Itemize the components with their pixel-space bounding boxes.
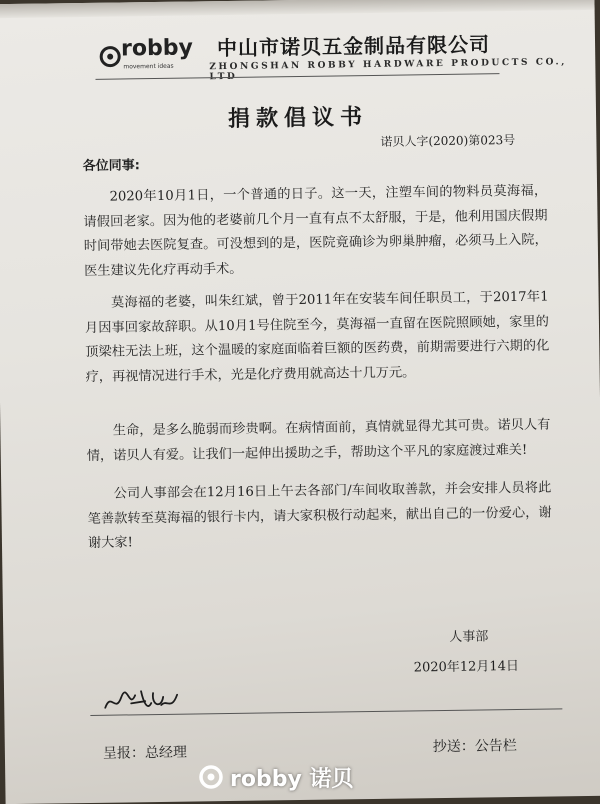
watermark bbox=[198, 760, 353, 794]
issue-date: 2020年12月14日 bbox=[413, 658, 520, 676]
document-number: 诺贝人字(2020)第023号 bbox=[380, 132, 516, 149]
logo-tagline: movement ideas bbox=[123, 62, 174, 71]
watermark-text: robby 诺贝 bbox=[230, 766, 354, 792]
body-paragraph: 生命，是多么脆弱而珍贵啊。在病情面前，真情就显得尤其可贵。诺贝人有情，诺贝人有爱。让我们一起伸出援助之手，帮助这个平凡的家庭渡过难关! bbox=[86, 417, 551, 464]
body-paragraph: 2020年10月1日，一个普通的日子。这一天，注塑车间的物料员莫海福，请假回老家。因为他的老婆前几个月一直有点不太舒服，于是，他利用国庆假期时间带她去医院复查。可没想到的是，医院竟确诊为卵巢肿瘤，必须马上入院，医生建议先化疗再动手术。 bbox=[83, 183, 548, 279]
cc-to: 抄送：公告栏 bbox=[432, 738, 517, 756]
paper-top-shadow bbox=[0, 0, 595, 18]
document-title: 捐款倡议书 bbox=[227, 105, 369, 132]
body-paragraph: 莫海福的老婆，叫朱红斌，曾于2011年在安装车间任职员工，于2017年1月因事回家故辞职。从10月1号住院至今，莫海福一直留在医院照顾她，家里的顶梁柱无法上班，这个温暖的家庭面临着巨额的医药费，前期需要进行六期的化疗，再视情况进行手术，光是化疗费用就高达十几万元。 bbox=[84, 289, 550, 385]
logo-text: robby bbox=[120, 35, 194, 62]
company-name-en: ZHONGSHAN ROBBY HARDWARE PRODUCTS CO., LTD bbox=[209, 57, 568, 83]
company-name-cn: 中山市诺贝五金制品有限公司 bbox=[216, 32, 491, 61]
issuing-department: 人事部 bbox=[449, 629, 489, 645]
robby-watermark-icon bbox=[198, 764, 224, 790]
greeting: 各位同事: bbox=[82, 158, 141, 175]
handwritten-signature bbox=[101, 683, 181, 718]
body-paragraph: 公司人事部会在12月16日上午去各部门/车间收取善款，并会安排人员将此笔善款转至莫海福的银行卡内，请大家积极行动起来，献出自己的一份爱心，谢谢大家! bbox=[87, 480, 552, 552]
report-to: 呈报：总经理 bbox=[102, 744, 188, 762]
